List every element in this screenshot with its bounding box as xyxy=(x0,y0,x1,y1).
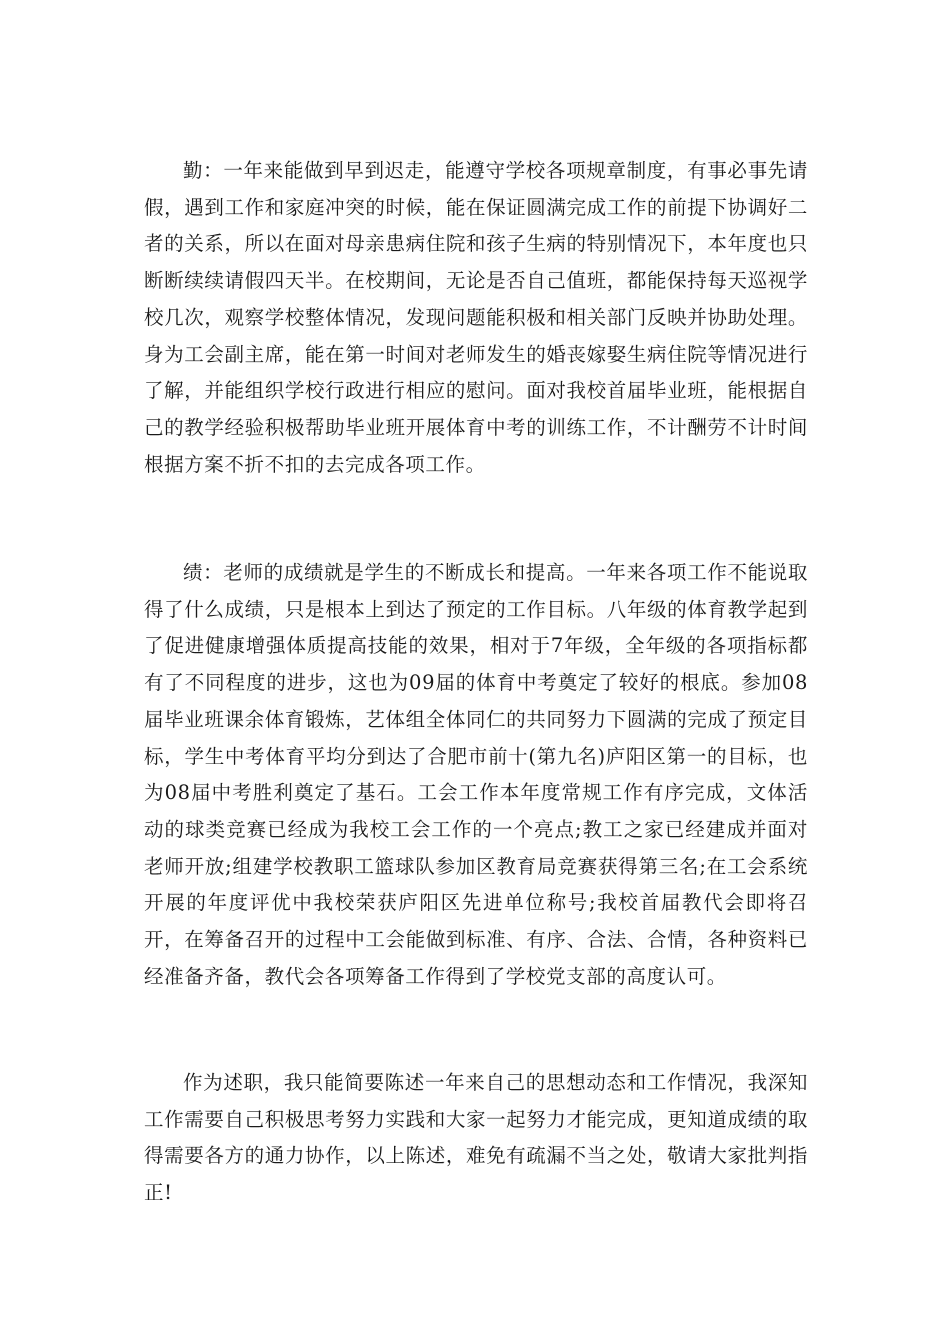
paragraph-diligence: 勤：一年来能做到早到迟走，能遵守学校各项规章制度，有事必事先请假，遇到工作和家庭冲突的时候，能在保证圆满完成工作的前提下协调好二者的关系，所以在面对母亲患病住院和孩子生病的特别情况下，本年度也只断断续续请假四天半。在校期间，无论是否自己值班，都能保持每天巡视学校几次，观察学校整体情况，发现问题能积极和相关部门反映并协助处理。身为工会副主席，能在第一时间对老师发生的婚丧嫁娶生病住院等情况进行了解，并能组织学校行政进行相应的慰问。面对我校首届毕业班，能根据自己的教学经验积极帮助毕业班开展体育中考的训练工作，不计酬劳不计时间根据方案不折不扣的去完成各项工作。 xyxy=(144,159,808,476)
paragraph-achievements: 绩：老师的成绩就是学生的不断成长和提高。一年来各项工作不能说取得了什么成绩，只是根本上到达了预定的工作目标。八年级的体育教学起到了促进健康增强体质提高技能的效果，相对于7年级，全年级的各项指标都有了不同程度的进步，这也为09届的体育中考奠定了较好的根底。参加08届毕业班课余体育锻炼，艺体组全体同仁的共同努力下圆满的完成了预定目标，学生中考体育平均分到达了合肥市前十(第九名)庐阳区第一的目标，也为08届中考胜利奠定了基石。工会工作本年度常规工作有序完成，文体活动的球类竞赛已经成为我校工会工作的一个亮点;教工之家已经建成并面对老师开放;组建学校教职工篮球队参加区教育局竞赛获得第三名;在工会系统开展的年度评优中我校荣获庐阳区先进单位称号;我校首届教代会即将召开，在筹备召开的过程中工会能做到标准、有序、合法、合情，各种资料已经准备齐备，教代会各项筹备工作得到了学校党支部的高度认可。 xyxy=(144,561,808,988)
paragraph-conclusion: 作为述职，我只能简要陈述一年来自己的思想动态和工作情况，我深知工作需要自己积极思考努力实践和大家一起努力才能完成，更知道成绩的取得需要各方的通力协作，以上陈述，难免有疏漏不当之处，敬请大家批判指正! xyxy=(144,1071,808,1205)
